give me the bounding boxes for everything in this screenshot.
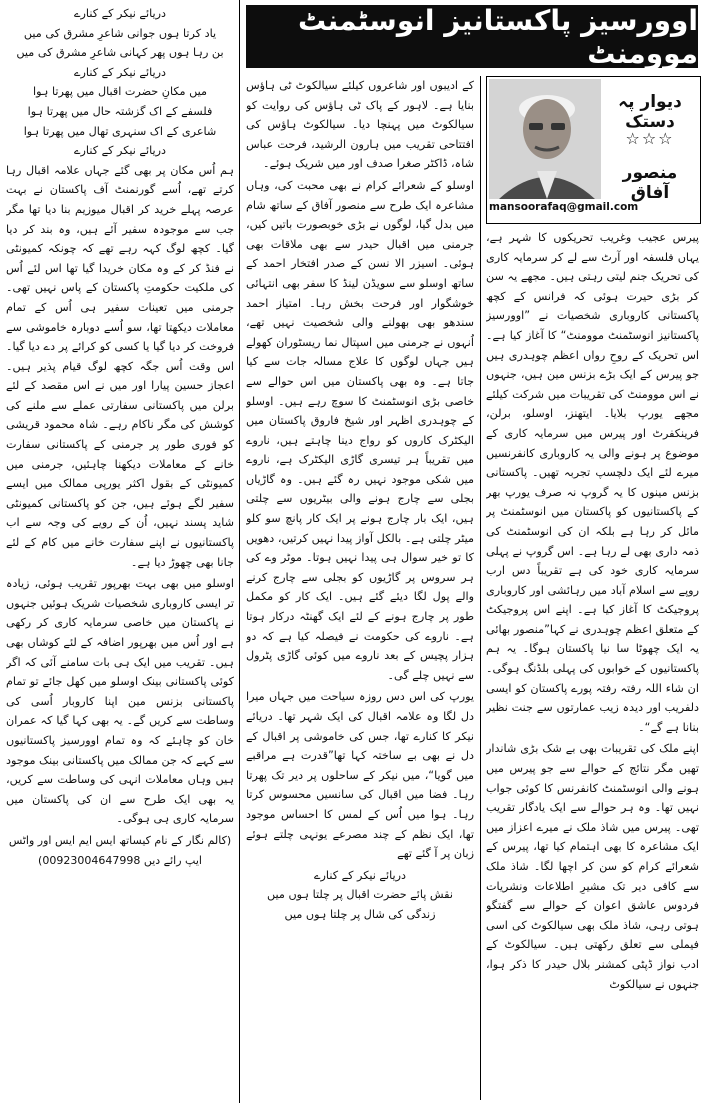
paragraph: ہم اُس مکان پر بھی گئے جہاں علامہ اقبال رہا کرتے تھے، اُسے گورنمنٹ آف پاکستان نے بہت عرصہ پہلے خرید کر اقبال میوزیم بنا دیا تھا مگر جب سے موجودہ سفیر آئے ہیں، وہ بند کر دیا گیا۔ کچھ لوگ کہہ رہے تھے کہ چونکہ کمیونٹی نے فنڈ کر کے وہ مکان خریدا گیا تھا اس لئے اُس کی ملکیت حکومتِ پاکستان کے پاس نہیں تھی۔ جرمنی میں تعینات سفیر ہی اُس کے تمام معاملات دیکھتا تھا، سو اُسے دوبارہ خاموشی سے فروخت کر دیا گیا یا کسی کو کرائے پر دے دیا گیا۔ اس وقت اُس جگہ کچھ لوگ قیام پذیر ہیں۔ اعجاز حسین پیارا اور میں نے اس مقصد کے لئے برلن میں پاکستانی سفارتی عملے سے ملنے کی کوشش کی مگر ناکام رہے۔ شاہ محمود قریشی کو فوری طور پر جرمنی کے پاکستانی سفارت خانے کے معاملات دیکھنا چاہئیں، جرمنی میں کمیونٹی کے بقول اکثر یورپی ممالک میں ایسے سفیر لگے ہوئے ہیں، جن کو پاکستانی کمیونٹی شاید پسند نہیں، اُن کے رویے کی وجہ سے اب پاکستانیوں نے اپنے سفارت خانے میں کام کے لئے جانا بھی چھوڑ دیا ہے۔ (6, 163, 234, 569)
right-column (486, 228, 699, 1100)
paragraph: کے ادیبوں اور شاعروں کیلئے سیالکوٹ ٹی ہاؤس بنایا ہے۔ لاہور کے پاک ٹی ہاؤس کی روایت کو سیالکوٹ میں پہنچا دیا۔ سیالکوٹ ہاؤس کی افتتاحی تقریب میں ہارون الرشید، فرحت عباس شاہ، ڈاکٹر صغرا صدف اور میں شریک ہوئے۔ (246, 79, 474, 171)
paragraph: یورپ کی اس دس روزہ سیاحت میں جہاں میرا دل لگا وہ علامہ اقبال کی ایک شہر تھا۔ دریائے نیکر کا کنارے تھا، جس کی خاموشی پر اقبال کے دل نے بھی بے ساختہ کہا تھا”قدرت ہے مراقبے میں گویا“، میں نیکر کے ساحلوں پر دیر تک پھرتا رہا۔ فضا میں اقبال کی سانسیں محسوس کرتا رہا۔ ہوا میں اُس کے لمس کا احساس موجود تھا، ایک نظم کے چند مصرعے یونہی چلتے ہوئے زبان پر آ گئے تھے (246, 690, 474, 861)
poem-line: دریائے نیکر کے کنارے (73, 7, 167, 20)
left-column (6, 4, 234, 1100)
byline-box (486, 76, 701, 224)
poem-line: نقش پائے حضرت اقبال پر چلتا ہوں میں (267, 888, 453, 902)
rating-stars: ☆☆☆ (625, 129, 675, 148)
poem-line: میں مکانِ حضرت اقبال میں پھرتا ہوا (32, 85, 207, 99)
poem-line: فلسفے کے اک گزشتہ حال میں پھرتا ہوا (27, 104, 213, 118)
poem-line: شاعری کے اک سنہری تھال میں پھرتا ہوا (23, 124, 217, 138)
author-portrait-icon (489, 79, 601, 199)
column-name: دیوار پہ دستک (618, 92, 682, 132)
column-divider (480, 76, 481, 1100)
poem-line: یاد کرتا ہوں جوانی شاعرِ مشرق کی میں (23, 26, 217, 40)
poem-line: بن رہا ہوں پھر کہانی شاعرِ مشرق کی میں (16, 46, 224, 60)
headline-banner (246, 5, 698, 68)
author-note-line: ایپ رائے دیں 00923004647998) (38, 853, 202, 867)
paragraph: اوسلو میں بھی بہت بھرپور تقریب ہوئی، زیادہ تر ایسی کاروباری شخصیات شریک ہوئیں جنہوں نے پاکستان میں خاصی سرمایہ کاری کر رکھی ہے اور اُس میں بھرپور اضافہ کے لئے کوشاں بھی ہیں۔ تقریب میں ایک ہی بات سامنے آئی کہ اگر کوئی پاکستانی بینک اوسلو میں کھل جائے تو تمام پاکستانی بزنس مین اپنا کاروبار اُسی کی وساطت سے کریں گے۔ یہ بھی کہا گیا کہ عمران خان کو چاہئے کہ وہ تمام اوورسیز پاکستانیوں سے کہے کہ جن ممالک میں پاکستانی بینک موجود ہیں وہاں معاملات انہی کی وساطت سے کریں، یہ بھی ایک طرح سے ان کی پاکستان میں سرمایہ کاری ہی ہوگی۔ (6, 577, 234, 826)
author-email: mansoorafaq@gmail.com (489, 201, 639, 213)
poem (246, 866, 474, 925)
paragraph: پیرس عجیب وغریب تحریکوں کا شہر ہے، یہاں فلسفہ اور آرٹ سے لے کر سرمایہ کاری کی تحریک جنم لیتی رہتی ہیں۔ مجھے یہ سن کر بڑی حیرت ہوئی کہ فرانس کے کچھ پاکستانی کاروباری شخصیات نے ”اوورسیز پاکستانیز انوسٹمنٹ موومنٹ“ کا آغاز کیا ہے۔اس تحریک کے روحِ رواں اعظم چوہدری ہیں جو پیرس کے ایک بڑے بزنس مین ہیں، جنہوں نے اس موومنٹ کی تقریبات میں شرکت کیلئے مجھے یورپ بلایا۔ ایتھنز، اوسلو، برلن، فرینکفرٹ اور پیرس میں سرمایہ کاری کے موضوع پر ہونے والی یہ کاروباری کانفرنسیں میرے لئے ایک دلچسپ تجربہ تھیں۔ پاکستانی بزنس مینوں کا یہ گروپ نہ صرف یورپ بھر کے پاکستانیوں کو پاکستان میں انوسٹمنٹ پر مائل کر رہا ہے بلکہ ان کی انوسٹمنٹ کی ذمہ داری بھی لے رہا ہے۔ اس گروپ نے پہلی سرمایہ کاری خود کی ہے تقریباً دس ارب روپے سے اسلام آباد میں رہائشی اور کاروباری پروجیکٹ کا آغاز کیا ہے۔ اپنے اس پروجیکٹ کے متعلق اعظم چوہدری نے کہا”منصور بھائی یہ ایک چھوٹا سا نیا پاکستان ہوگا۔ یہ ہم پاکستانیوں کے خوابوں کی پہلی بلڈنگ ہوگی۔ ان شاء اللہ رفتہ رفتہ پورے پاکستان کو ایسی دلفریب اور دیدہ زیب عمارتوں سے جنت نظیر بنانا ہے گے“۔ (486, 231, 699, 734)
headline-title: اوورسیز پاکستانیز انوسٹمنٹ موومنٹ (298, 3, 698, 70)
column-divider (239, 0, 240, 1103)
poem (6, 4, 234, 161)
poem-line: دریائے نیکر کے کنارے (313, 868, 407, 882)
poem-line: زندگی کی شال پر چلتا ہوں میں (284, 907, 436, 921)
author-contact-note (6, 831, 234, 870)
poem-line: دریائے نیکر کے کنارے (73, 144, 167, 158)
author-note-line: (کالم نگار کے نام کیساتھ ایس ایم ایس اور واٹس (8, 833, 232, 847)
author-photo (489, 79, 601, 199)
author-name: منصور آفاق (622, 163, 678, 203)
paragraph: اپنے ملک کی تقریبات بھی بے شک بڑی شاندار تھیں مگر نتائج کے حوالے سے جو پیرس میں ہونے والی انوسٹمنٹ کانفرنس کا کوئی جواب نہیں تھا۔ وہ ہر حوالے سے ایک یادگار تقریب تھی۔ پیرس میں شاذ ملک نے میرے اعزاز میں ایک مشاعرہ کا بھی اہتمام کیا تھا، پیرس کے شعرائے کرام کو سن کر اچھا لگا۔ شاذ ملک سے کافی دیر تک مشیرِ اطلاعات ونشریات فردوس عاشق اعوان کے حوالے سے گفتگو ہوتی رہی، شاذ ملک بھی سیالکوٹ کی اسی فیملی سے تعلق رکھتی ہیں۔ سیالکوٹ کے ادب نواز ڈپٹی کمشنر بلال حیدر کا ذکر ہوا، جنہوں نے سیالکوٹ (486, 742, 699, 991)
paragraph: اوسلو کے شعرائے کرام نے بھی محبت کی، وہاں مشاعرہ ایک طرح سے منصور آفاق کے ساتھ شام میں بدل گیا، لوگوں نے بڑی خوبصورت باتیں کیں، جرمنی میں اقبال حیدر سے بھی ملاقات بھی ہوئی۔ اسیزر الا نسن کے صدر افتخار احمد کے ساتھ اوسلو سے سویڈن لینڈ کا سفر بھی انتہائی خوشگوار اور فرحت بخش رہا۔ امتیاز احمد سندھو بھی بھولنے والی شخصیت نہیں تھے، اُنہوں نے جرمنی میں اسپتال نما ریسٹوران کھولے ہیں جہاں لوگوں کا علاج مسالہ جات سے کیا جاتا ہے۔ وہ بھی پاکستان میں اس حوالے سے خاصی بڑی انوسٹمنٹ کا سوچ رہے ہیں۔ اوسلو کے چوہدری اظہر اور شیخ فاروق پاکستان میں الیکٹرک کاروں کو رواج دینا چاہتے ہیں، ناروے میں تقریباً ہر تیسری گاڑی الیکٹرک ہے، ناروے میں شکی موجود نہیں رہ گئے ہیں۔ وہ گاڑیاں بجلی سے چارج ہونے والی بیٹریوں سے چلتی ہیں، ایک بار چارج ہونے پر ایک کار پانچ سو کلو میٹر چلتی ہے۔ بالکل آواز پیدا نہیں کرتیں، دھویں کا تو خیر سوال ہی پیدا نہیں ہوتا۔ موٹر وے کی ہر سروس پر گاڑیوں کو بجلی سے چارج کرنے والے پول لگا دیئے گئے ہیں۔ ایک کار کو مکمل طور پر چارج ہونے کے لئے ایک گھنٹہ درکار ہوتا ہے۔ ناروے کی حکومت نے فیصلہ کیا ہے کہ دو ہزار پچیس کے بعد ناروے میں کوئی گاڑی پٹرول سے نہیں چلے گی۔ (246, 178, 474, 682)
middle-column (246, 76, 474, 1100)
poem-line: دریائے نیکر کے کنارے (73, 65, 167, 79)
